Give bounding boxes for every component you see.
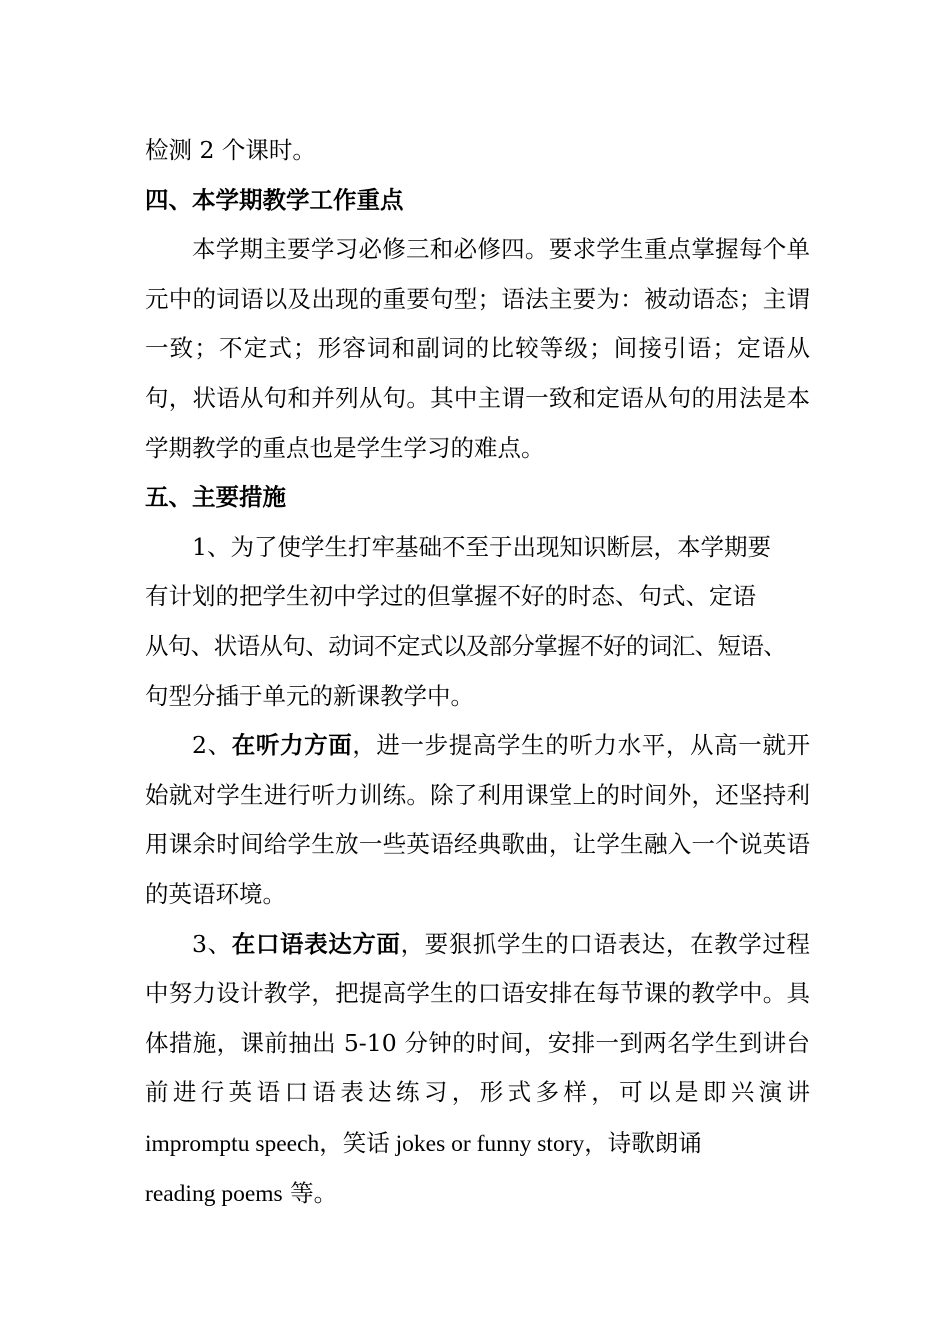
section-4-heading: 四、本学期教学工作重点 [145,185,404,214]
measure-3-english-term: reading poems [145,1181,283,1208]
section-5-heading: 五、主要措施 [145,483,286,512]
measure-3-number: 3、 [192,929,232,958]
measure-2-text: ，进一步提高学生的听力水平，从高一就开始就对学生进行听力训练。除了利用课堂上的时间外，还坚持利用课余时间给学生放一些英语经典歌曲，让学生融入一个说英语的英语环境。 [145,731,811,908]
measure-1-line: 从句、状语从句、动词不定式以及部分掌握不好的词汇、短语、 [145,631,787,660]
measure-2-number: 2、 [192,731,232,760]
measure-3-emphasis: 在口语表达方面 [231,929,401,958]
measure-3-text: ，诗歌朗诵 [584,1128,702,1157]
measure-2-paragraph [145,721,810,919]
measure-3-english-term: jokes or funny story [389,1130,585,1157]
document-body [145,126,810,1220]
measure-1-line: 1、为了使学生打牢基础不至于出现知识断层，本学期要 [192,532,771,561]
measure-1-line: 有计划的把学生初中学过的但掌握不好的时态、句式、定语 [145,582,756,611]
measure-1-paragraph [145,523,810,721]
section-4-paragraph: 本学期主要学习必修三和必修四。要求学生重点掌握每个单元中的词语以及出现的重要句型；语法主要为：被动语态；主谓一致；不定式；形容词和副词的比较等级；间接引语；定语从句，状语从句和并列从句。其中主谓一致和定语从句的用法是本学期教学的重点也是学生学习的难点。 [145,235,810,462]
measure-1-line: 句型分插于单元的新课教学中。 [145,681,474,710]
measure-3-english-term: impromptu speech [145,1130,320,1157]
measure-3-text: 等。 [282,1179,338,1208]
measure-2-emphasis: 在听力方面 [231,731,353,760]
intro-line: 检测 2 个课时。 [145,136,316,164]
measure-3-paragraph [145,920,810,1221]
measure-3-text: ，笑话 [319,1128,390,1157]
measure-3-text: ，要狠抓学生的口语表达，在教学过程中努力设计教学，把提高学生的口语安排在每节课的教学中。具体措施，课前抽出 5-10 分钟的时间，安排一到两名学生到讲台前进行英语口语表达练习，形式多样，可以是即兴演讲 [145,929,811,1107]
